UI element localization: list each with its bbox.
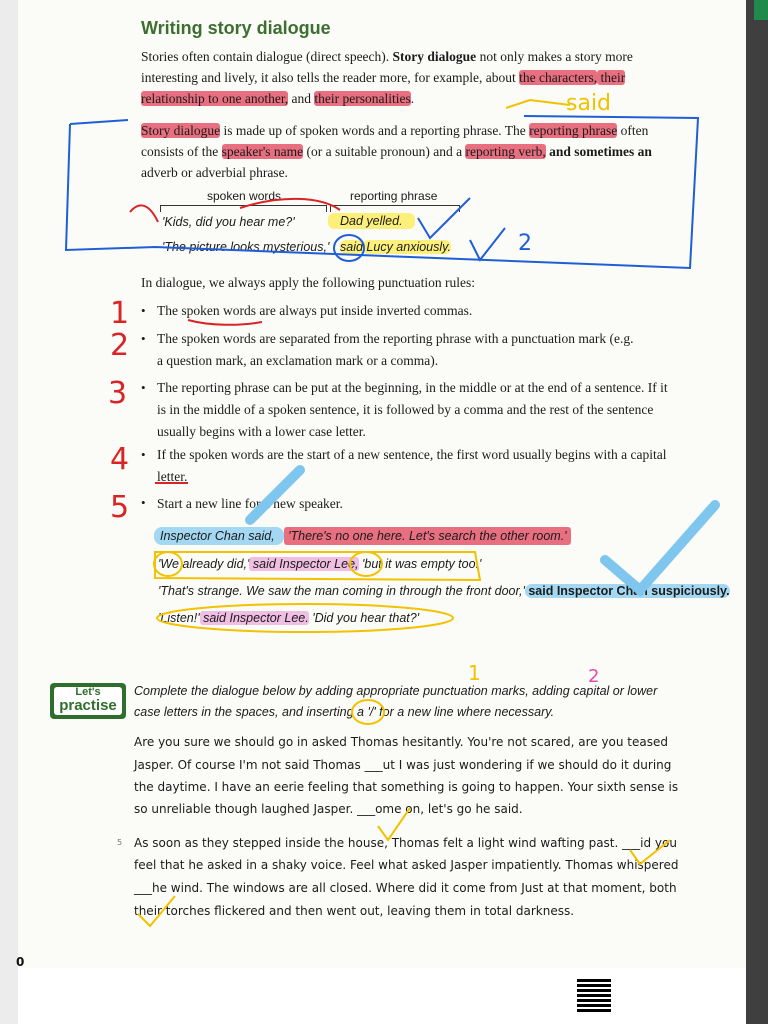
story-text: 'We already did,' <box>158 557 250 571</box>
exercise-line-5: As soon as they stepped inside the house, Thomas felt a light wind wafting past. ___id you <box>134 836 677 850</box>
rule-1-line-1: The spoken words are always put inside inverted commas. <box>157 303 473 318</box>
page-title: Writing story dialogue <box>141 18 331 38</box>
example-row-2-spoken: 'The picture looks mysterious,' <box>162 240 330 254</box>
definition-line-3: adverb or adverbial phrase. <box>141 165 288 180</box>
intro-line-2 <box>141 67 625 89</box>
rule-3 <box>157 377 697 443</box>
exercise-line-8: their torches flickered and then went out, leaving them in total darkness. <box>134 904 575 918</box>
bracket-spoken <box>160 205 327 212</box>
rule-number-5: 5 <box>110 490 130 525</box>
rule-number-3: 3 <box>108 376 128 411</box>
rule-5 <box>157 493 697 515</box>
highlight-inspector-lee: said Inspector Lee, <box>249 557 359 571</box>
rule-2-line-2: a question mark, an exclamation mark or a comma). <box>157 353 439 368</box>
definition-line-1 <box>141 120 648 142</box>
top-number-1: 1 <box>468 661 481 685</box>
exercise-line-6: feel that he asked in a shaky voice. Feel what asked Jasper impatiently. Thomas whispered <box>134 858 679 872</box>
rule-2-line-1: The spoken words are separated from the reporting phrase with a punctuation mark (e.g. <box>157 331 634 346</box>
rule-number-1: 1 <box>110 296 130 331</box>
highlight-their: their <box>597 70 626 85</box>
rule-3-line-3: usually begins with a lower case letter. <box>157 424 366 439</box>
definition-text: and sometimes an <box>545 144 652 159</box>
highlight-said: said <box>340 240 363 254</box>
rule-4 <box>157 444 697 488</box>
story-line-4 <box>158 611 419 625</box>
highlight-personalities: their personalities <box>314 91 411 106</box>
qr-code-icon <box>577 978 611 1012</box>
green-page-tab <box>754 0 768 20</box>
story-text: 'but it was empty too.' <box>358 557 482 571</box>
definition-text: (or a suitable pronoun) and a <box>303 144 466 159</box>
highlight-inspector-lee-2: said Inspector Lee. <box>199 611 309 625</box>
instruction-line-1: Complete the dialogue below by adding appropriate punctuation marks, adding capital or lower <box>134 684 658 698</box>
intro-keyword: Story dialogue <box>392 49 477 64</box>
story-line-2 <box>158 557 481 571</box>
story-text: 'Listen!' <box>158 611 200 625</box>
bullet-icon: • <box>141 380 146 395</box>
story-line-3 <box>158 584 730 598</box>
highlight-lucy: Lucy anxiously. <box>362 240 451 254</box>
bullet-icon: • <box>141 495 146 510</box>
example-row-1-reporting: Dad yelled. <box>328 213 415 229</box>
yellow-said-note: said <box>566 91 612 116</box>
top-number-2: 2 <box>588 666 600 687</box>
story-line-1 <box>154 529 571 543</box>
story-text: 'That's strange. We saw the man coming in through the front door,' <box>158 584 525 598</box>
bullet-icon: • <box>141 331 146 346</box>
story-text: 'Did you hear that?' <box>308 611 420 625</box>
exercise-line-1: Are you sure we should go in asked Thomas hesitantly. You're not scared, are you teased <box>134 735 668 749</box>
highlight-reporting-verb: reporting verb, <box>465 144 546 159</box>
blue-two-note: 2 <box>518 231 532 256</box>
highlight-reporting-phrase: reporting phrase <box>529 123 618 138</box>
intro-text: interesting and lively, it also tells the reader more, for example, about <box>141 70 520 85</box>
intro-line-3 <box>141 88 414 110</box>
rule-3-line-1: The reporting phrase can be put at the beginning, in the middle or at the end of a sentence. If it <box>157 380 668 395</box>
intro-text: Stories often contain dialogue (direct speech). <box>141 49 393 64</box>
rule-1 <box>157 300 697 322</box>
definition-text: is made up of spoken words and a reporting phrase. The <box>220 123 530 138</box>
exercise-line-7: ___he wind. The windows are all closed. Where did it come from Just at that moment, both <box>134 881 677 895</box>
line-number: 5 <box>117 838 123 847</box>
instruction-line-2: case letters in the spaces, and inserting a '/' for a new line where necessary. <box>134 705 555 719</box>
header-reporting-phrase: reporting phrase <box>350 189 438 203</box>
example-row-1-spoken: 'Kids, did you hear me?' <box>162 215 295 229</box>
rule-4-line-1: If the spoken words are the start of a new sentence, the first word usually begins with a capital <box>157 447 667 462</box>
page-corner-mark: 0 <box>16 955 25 969</box>
lets-practise-badge-inner <box>54 687 122 715</box>
page-edge <box>0 0 18 1024</box>
intro-text: . <box>410 91 415 106</box>
highlight-relationship: relationship to one another, <box>141 91 289 106</box>
rule-number-2: 2 <box>110 328 130 363</box>
highlight-story-dialogue: Story dialogue <box>141 123 221 138</box>
highlight-characters: the characters, <box>519 70 598 85</box>
exercise-line-3: the daytime. I have an eerie feeling that something is going to happen. Your sixth sense is <box>134 780 679 794</box>
rule-2 <box>157 328 697 372</box>
highlight-speakers-name: speaker's name <box>221 144 304 159</box>
intro-text: and <box>288 91 315 106</box>
exercise-line-2: Jasper. Of course I'm not said Thomas ___ut I was just wondering if we should do it during <box>134 758 672 772</box>
badge-top-text: Let's <box>75 686 101 698</box>
rule-3-line-2: is in the middle of a spoken sentence, it is followed by a comma and the rest of the sentence <box>157 402 654 417</box>
definition-line-2 <box>141 141 652 163</box>
highlight-inspector-chan: Inspector Chan said, <box>154 527 284 545</box>
rule-4-line-2: letter. <box>157 469 188 484</box>
definition-text: consists of the <box>141 144 222 159</box>
highlight-chan-suspiciously: said Inspector Chan suspiciously. <box>524 584 730 598</box>
definition-text: often <box>617 123 649 138</box>
highlight-no-one-here: 'There's no one here. Let's search the other room.' <box>284 527 570 545</box>
intro-line-1 <box>141 46 633 68</box>
bracket-reporting <box>330 205 460 212</box>
scan-border <box>746 0 768 1024</box>
rule-5-line-1: Start a new line for a new speaker. <box>157 496 343 511</box>
bullet-icon: • <box>141 303 146 318</box>
example-row-2-reporting <box>340 240 451 254</box>
bullet-icon: • <box>141 447 146 462</box>
intro-text: not only makes a story more <box>476 49 633 64</box>
badge-bottom-text: practise <box>59 697 117 714</box>
exercise-line-4: so unreliable though laughed Jasper. ___ome on, let's go he said. <box>134 802 523 816</box>
rule-number-4: 4 <box>110 442 130 477</box>
header-spoken-words: spoken words <box>207 189 282 203</box>
rules-intro: In dialogue, we always apply the following punctuation rules: <box>141 275 476 290</box>
lets-practise-badge <box>50 683 126 719</box>
